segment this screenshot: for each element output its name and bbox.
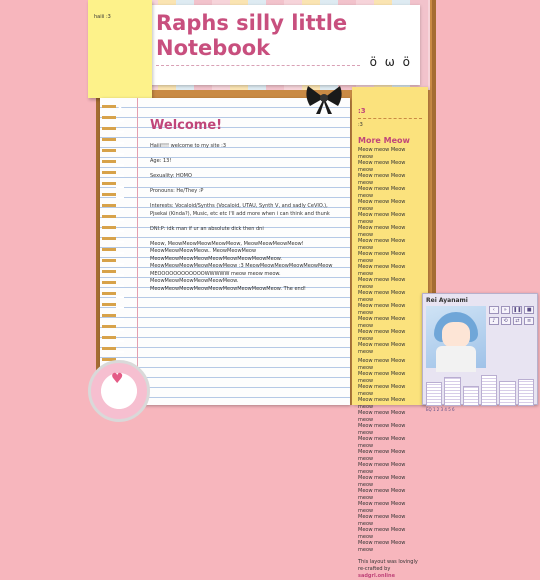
meow-line: MeowMeowMeowMeowMeowMeowMeowMeowMeow. The end!: [150, 285, 306, 292]
welcome-body: [150, 143, 345, 293]
site-title: Raphs silly little Notebook: [156, 11, 348, 60]
credit-text: [358, 559, 422, 580]
meow-line: Meow, MeowMeowMeowMeowMeow, MeowMeowMeowMeow!: [150, 240, 304, 247]
meow-list-item: Meow meow Meow meow: [358, 410, 406, 423]
eq-slider[interactable]: [499, 381, 515, 407]
player-repeat-button[interactable]: ⟲: [501, 317, 511, 325]
spiral-binding: [102, 100, 116, 405]
cute-faces-decoration: ö ω ö: [369, 55, 412, 69]
welcome-heading: Welcome!: [150, 118, 223, 133]
meow-list-item: Meow meow Meow meow: [358, 277, 406, 290]
meow-line: MeowMeowMeowMeowMeowMeow.: [150, 278, 239, 284]
meow-list-item: Meow meow Meow meow: [358, 225, 406, 238]
meow-list-item: Meow meow Meow meow: [358, 501, 406, 514]
sidebar-divider: [358, 118, 422, 119]
sidebar-title: :3: [358, 107, 366, 115]
player-pause-button[interactable]: ❚❚: [513, 307, 522, 313]
eq-slider[interactable]: [444, 377, 460, 406]
eq-slider[interactable]: [463, 386, 479, 406]
meow-list-item: Meow meow Meow meow: [358, 527, 406, 540]
meow-list-item: Meow meow Meow meow: [358, 384, 406, 397]
meow-list-item: Meow meow Meow meow: [358, 251, 406, 264]
meow-list: [358, 147, 422, 553]
player-control-row: [489, 306, 534, 314]
meow-list-item: Meow meow Meow meow: [358, 199, 406, 212]
sticky-note-text: haiii :3: [94, 14, 111, 20]
character-dress: [436, 346, 476, 372]
intro-text: Haiii!!!! welcome to my site :3: [150, 143, 227, 149]
eq-slider[interactable]: [518, 379, 534, 406]
credit-link[interactable]: sadgrl.online: [358, 573, 395, 579]
credit-label: This layout was lovingly re-crafted by: [358, 559, 418, 572]
sidebar: [352, 87, 428, 579]
meow-line: MeowMeowMeowMeow.. MeowMeowMeow: [150, 248, 257, 254]
meow-list-item: Meow meow Meow meow: [358, 329, 406, 342]
meow-list-item: Meow meow Meow meow: [358, 212, 406, 225]
header-card: [150, 5, 420, 85]
player-controls: [489, 306, 534, 368]
meow-list-item: Meow meow Meow meow: [358, 371, 406, 384]
player-character-name: Rei Ayanami: [426, 297, 468, 304]
music-player-widget: [422, 293, 538, 412]
meow-list-item: Meow meow Meow meow: [358, 397, 406, 410]
heart-badge-icon: [88, 360, 150, 422]
player-shuffle-button[interactable]: ⇄: [513, 317, 523, 325]
meow-list-item: Meow meow Meow meow: [358, 358, 406, 371]
player-character-art: [426, 306, 486, 368]
meow-list-item: Meow meow Meow meow: [358, 160, 406, 173]
meow-list-item: Meow meow Meow meow: [358, 462, 406, 475]
more-meow-heading: More Meow: [358, 136, 410, 145]
meow-line: MeowMeowMeowMeowMeowMeow :3 MeowMeowMeowMeowMeowMeow: [150, 263, 333, 269]
meow-list-item: Meow meow Meow meow: [358, 488, 406, 501]
player-music-button[interactable]: ♪: [489, 317, 499, 325]
pronouns-text: Pronouns: He/They :P: [150, 188, 204, 194]
player-equalizer: [426, 372, 534, 406]
title-divider: [156, 65, 360, 66]
meow-list-item: Meow meow Meow meow: [358, 316, 406, 329]
meow-list-item: Meow meow Meow meow: [358, 514, 406, 527]
meow-list-item: Meow meow Meow meow: [358, 264, 406, 277]
player-control-row: [489, 317, 534, 325]
meow-list-item: Meow meow Meow meow: [358, 540, 406, 553]
player-next-button[interactable]: »: [501, 306, 511, 314]
meow-list-item: Meow meow Meow meow: [358, 173, 406, 186]
meow-list-item: Meow meow Meow meow: [358, 449, 406, 462]
meow-list-item: Meow meow Meow meow: [358, 423, 406, 436]
player-playlist-button[interactable]: ≡: [524, 317, 534, 325]
sexuality-text: Sexuality: HOMO: [150, 173, 192, 179]
eq-slider[interactable]: [481, 375, 497, 406]
paper-holes: [116, 104, 124, 404]
meow-line: MEOOOOOOOOOOOOWWWWW meow meow meow.: [150, 270, 281, 277]
meow-list-item: Meow meow Meow meow: [358, 186, 406, 199]
meow-list-item: Meow meow Meow meow: [358, 290, 406, 303]
meow-line: MeowMeowMeowMeowMeowMeowMeowMeowMeow.: [150, 255, 282, 262]
sidebar-subtitle: :3: [358, 122, 363, 128]
meow-list-item: Meow meow Meow meow: [358, 303, 406, 316]
meow-list-item: Meow meow Meow meow: [358, 475, 406, 488]
eq-slider[interactable]: [426, 382, 442, 406]
meow-list-item: Meow meow Meow meow: [358, 342, 406, 355]
eq-labels: EQ 1 2 3 4 5 6: [426, 407, 455, 412]
age-text: Age: 13!: [150, 158, 172, 164]
dni-text: DNI:P: idk man if ur an absolute dick then dni: [150, 225, 264, 232]
player-top-section: [426, 306, 534, 368]
player-stop-button[interactable]: ■: [524, 306, 534, 314]
sticky-note: [88, 0, 152, 98]
bow-icon: [304, 82, 344, 116]
meow-list-item: Meow meow Meow meow: [358, 436, 406, 449]
character-face: [442, 322, 470, 348]
meow-list-item: Meow meow Meow meow: [358, 238, 406, 251]
paper-margin-line: [137, 98, 138, 405]
player-prev-button[interactable]: ‹: [489, 306, 499, 314]
interests-text: Interests: Vocaloid/Synths (Vocaloid, UTAU, Synth V, and sadly CeVIO.), Pjsekai (Kinda?), Music, etc etc I'll add more when i can think and thunk: [150, 203, 330, 217]
meow-list-item: Meow meow Meow meow: [358, 147, 406, 160]
